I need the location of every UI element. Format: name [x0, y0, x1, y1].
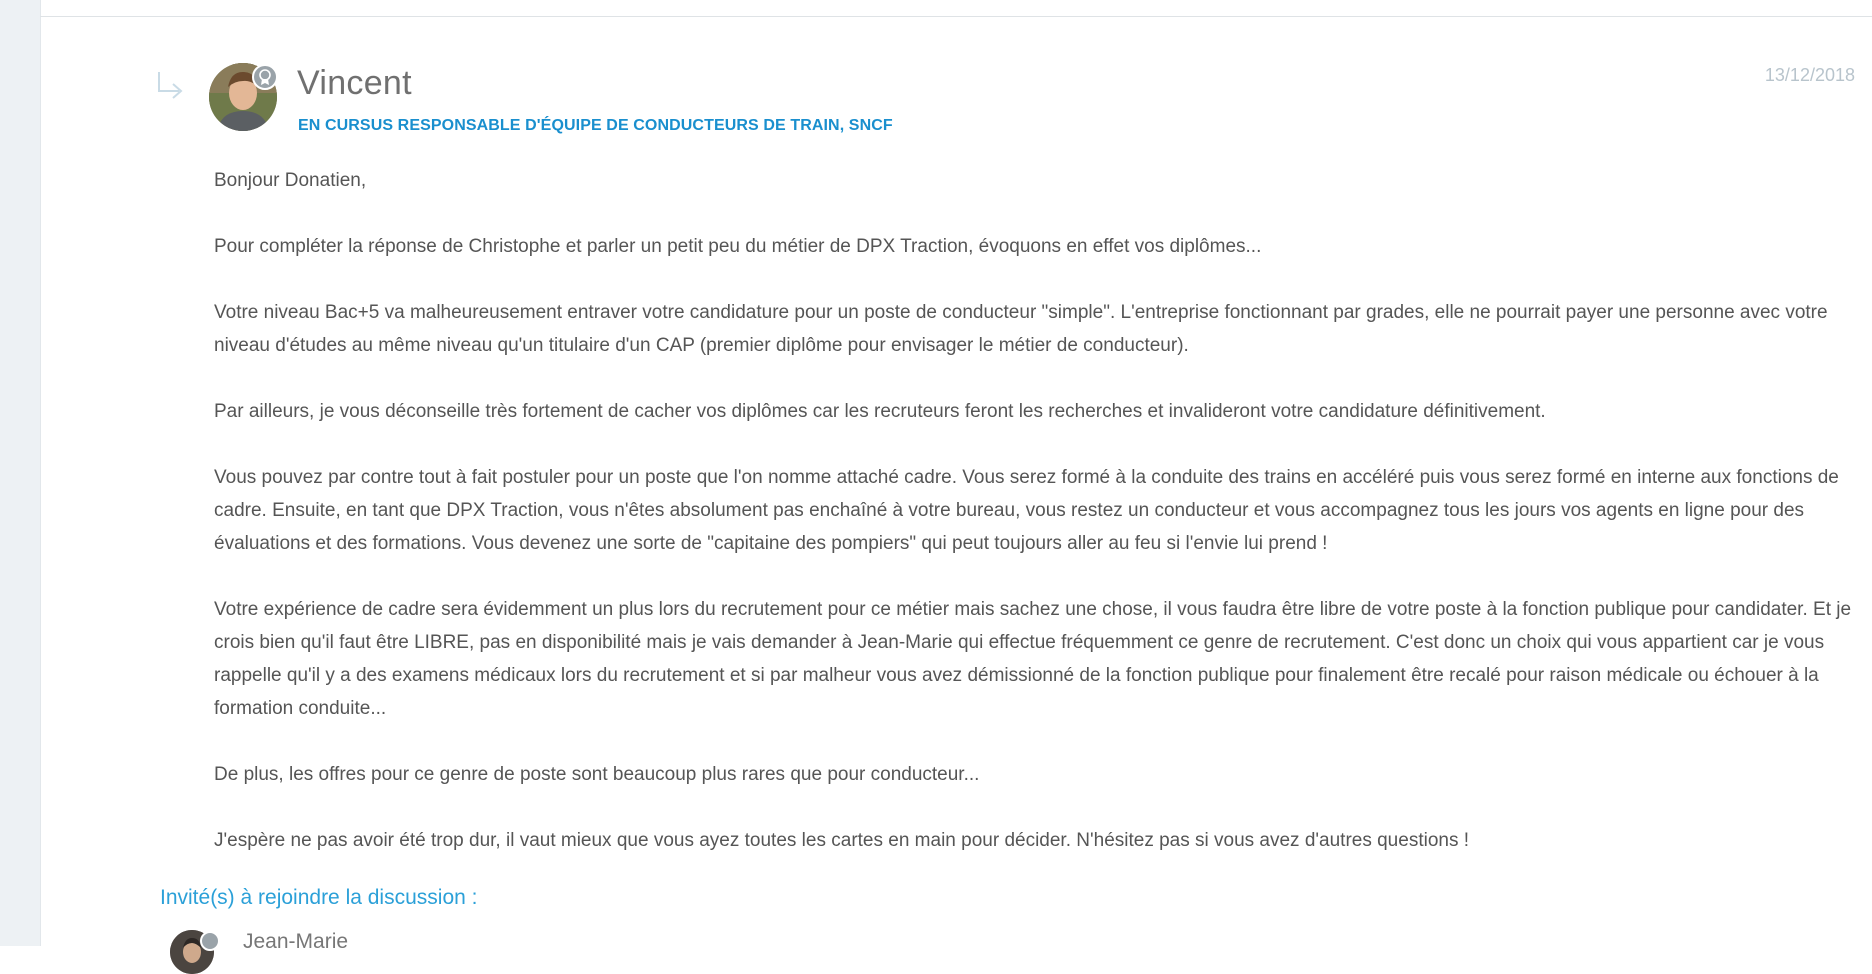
message-paragraph: Bonjour Donatien,: [214, 170, 367, 191]
message-paragraph: De plus, les offres pour ce genre de poste sont beaucoup plus rares que pour conducteur...: [214, 764, 980, 785]
message-paragraph: Votre niveau Bac+5 va malheureusement entraver votre candidature pour un poste de conducteur "simple". L'entreprise fonctionnant par grades, elle ne pourrait payer une personne avec votre niveau d'études au même niveau qu'un titulaire d'un CAP (premier diplôme pour envisager le métier de conducteur).: [214, 302, 1828, 356]
post-date: 13/12/2018: [1764, 65, 1855, 85]
message-paragraph: J'espère ne pas avoir été trop dur, il vaut mieux que vous ayez toutes les cartes en main pour décider. N'hésitez pas si vous avez d'autres questions !: [214, 830, 1470, 851]
invited-label: Invité(s) à rejoindre la discussion :: [160, 886, 478, 909]
top-divider: [40, 16, 1872, 17]
message-body: [214, 164, 1854, 890]
invited-user-name[interactable]: Jean-Marie: [243, 930, 349, 953]
left-sidebar-strip: [0, 0, 41, 946]
author-name[interactable]: Vincent: [297, 64, 412, 102]
award-badge-icon: [252, 64, 278, 90]
reply-arrow-icon: [156, 70, 186, 104]
message-paragraph: Votre expérience de cadre sera évidemment un plus lors du recrutement pour ce métier mais sachez une chose, il vous faudra être libre de votre poste à la fonction publique pour candidater. Et je crois bien qu'il faut être LIBRE, pas en disponibilité mais je vais demander à Jean-Marie qui effectue fréquemment ce genre de recrutement. C'est donc un choix qui vous appartient car je vous rappelle qu'il y a des examens médicaux lors du recrutement et si par malheur vous avez démissionné de la fonction publique pour finalement être recalé pour raison médicale ou échouer à la formation conduite...: [214, 599, 1852, 719]
author-role: EN CURSUS RESPONSABLE D'ÉQUIPE DE CONDUCTEURS DE TRAIN, SNCF: [298, 117, 893, 134]
message-paragraph: Par ailleurs, je vous déconseille très fortement de cacher vos diplômes car les recruteurs feront les recherches et invalideront votre candidature définitivement.: [214, 401, 1546, 422]
award-badge-icon: [200, 931, 220, 951]
message-paragraph: Vous pouvez par contre tout à fait postuler pour un poste que l'on nomme attaché cadre. Vous serez formé à la conduite des trains en accéléré puis vous serez formé en interne aux fonctions de cadre. Ensuite, en tant que DPX Traction, vous n'êtes absolument pas enchaîné à votre bureau, vous restez un conducteur et vous accompagnez tous les jours vos agents en ligne pour des évaluations et des formations. Vous devenez une sorte de "capitaine des pompiers" qui peut toujours aller au feu si l'envie lui prend !: [214, 467, 1839, 554]
message-paragraph: Pour compléter la réponse de Christophe et parler un petit peu du métier de DPX Traction, évoquons en effet vos diplômes...: [214, 236, 1262, 257]
